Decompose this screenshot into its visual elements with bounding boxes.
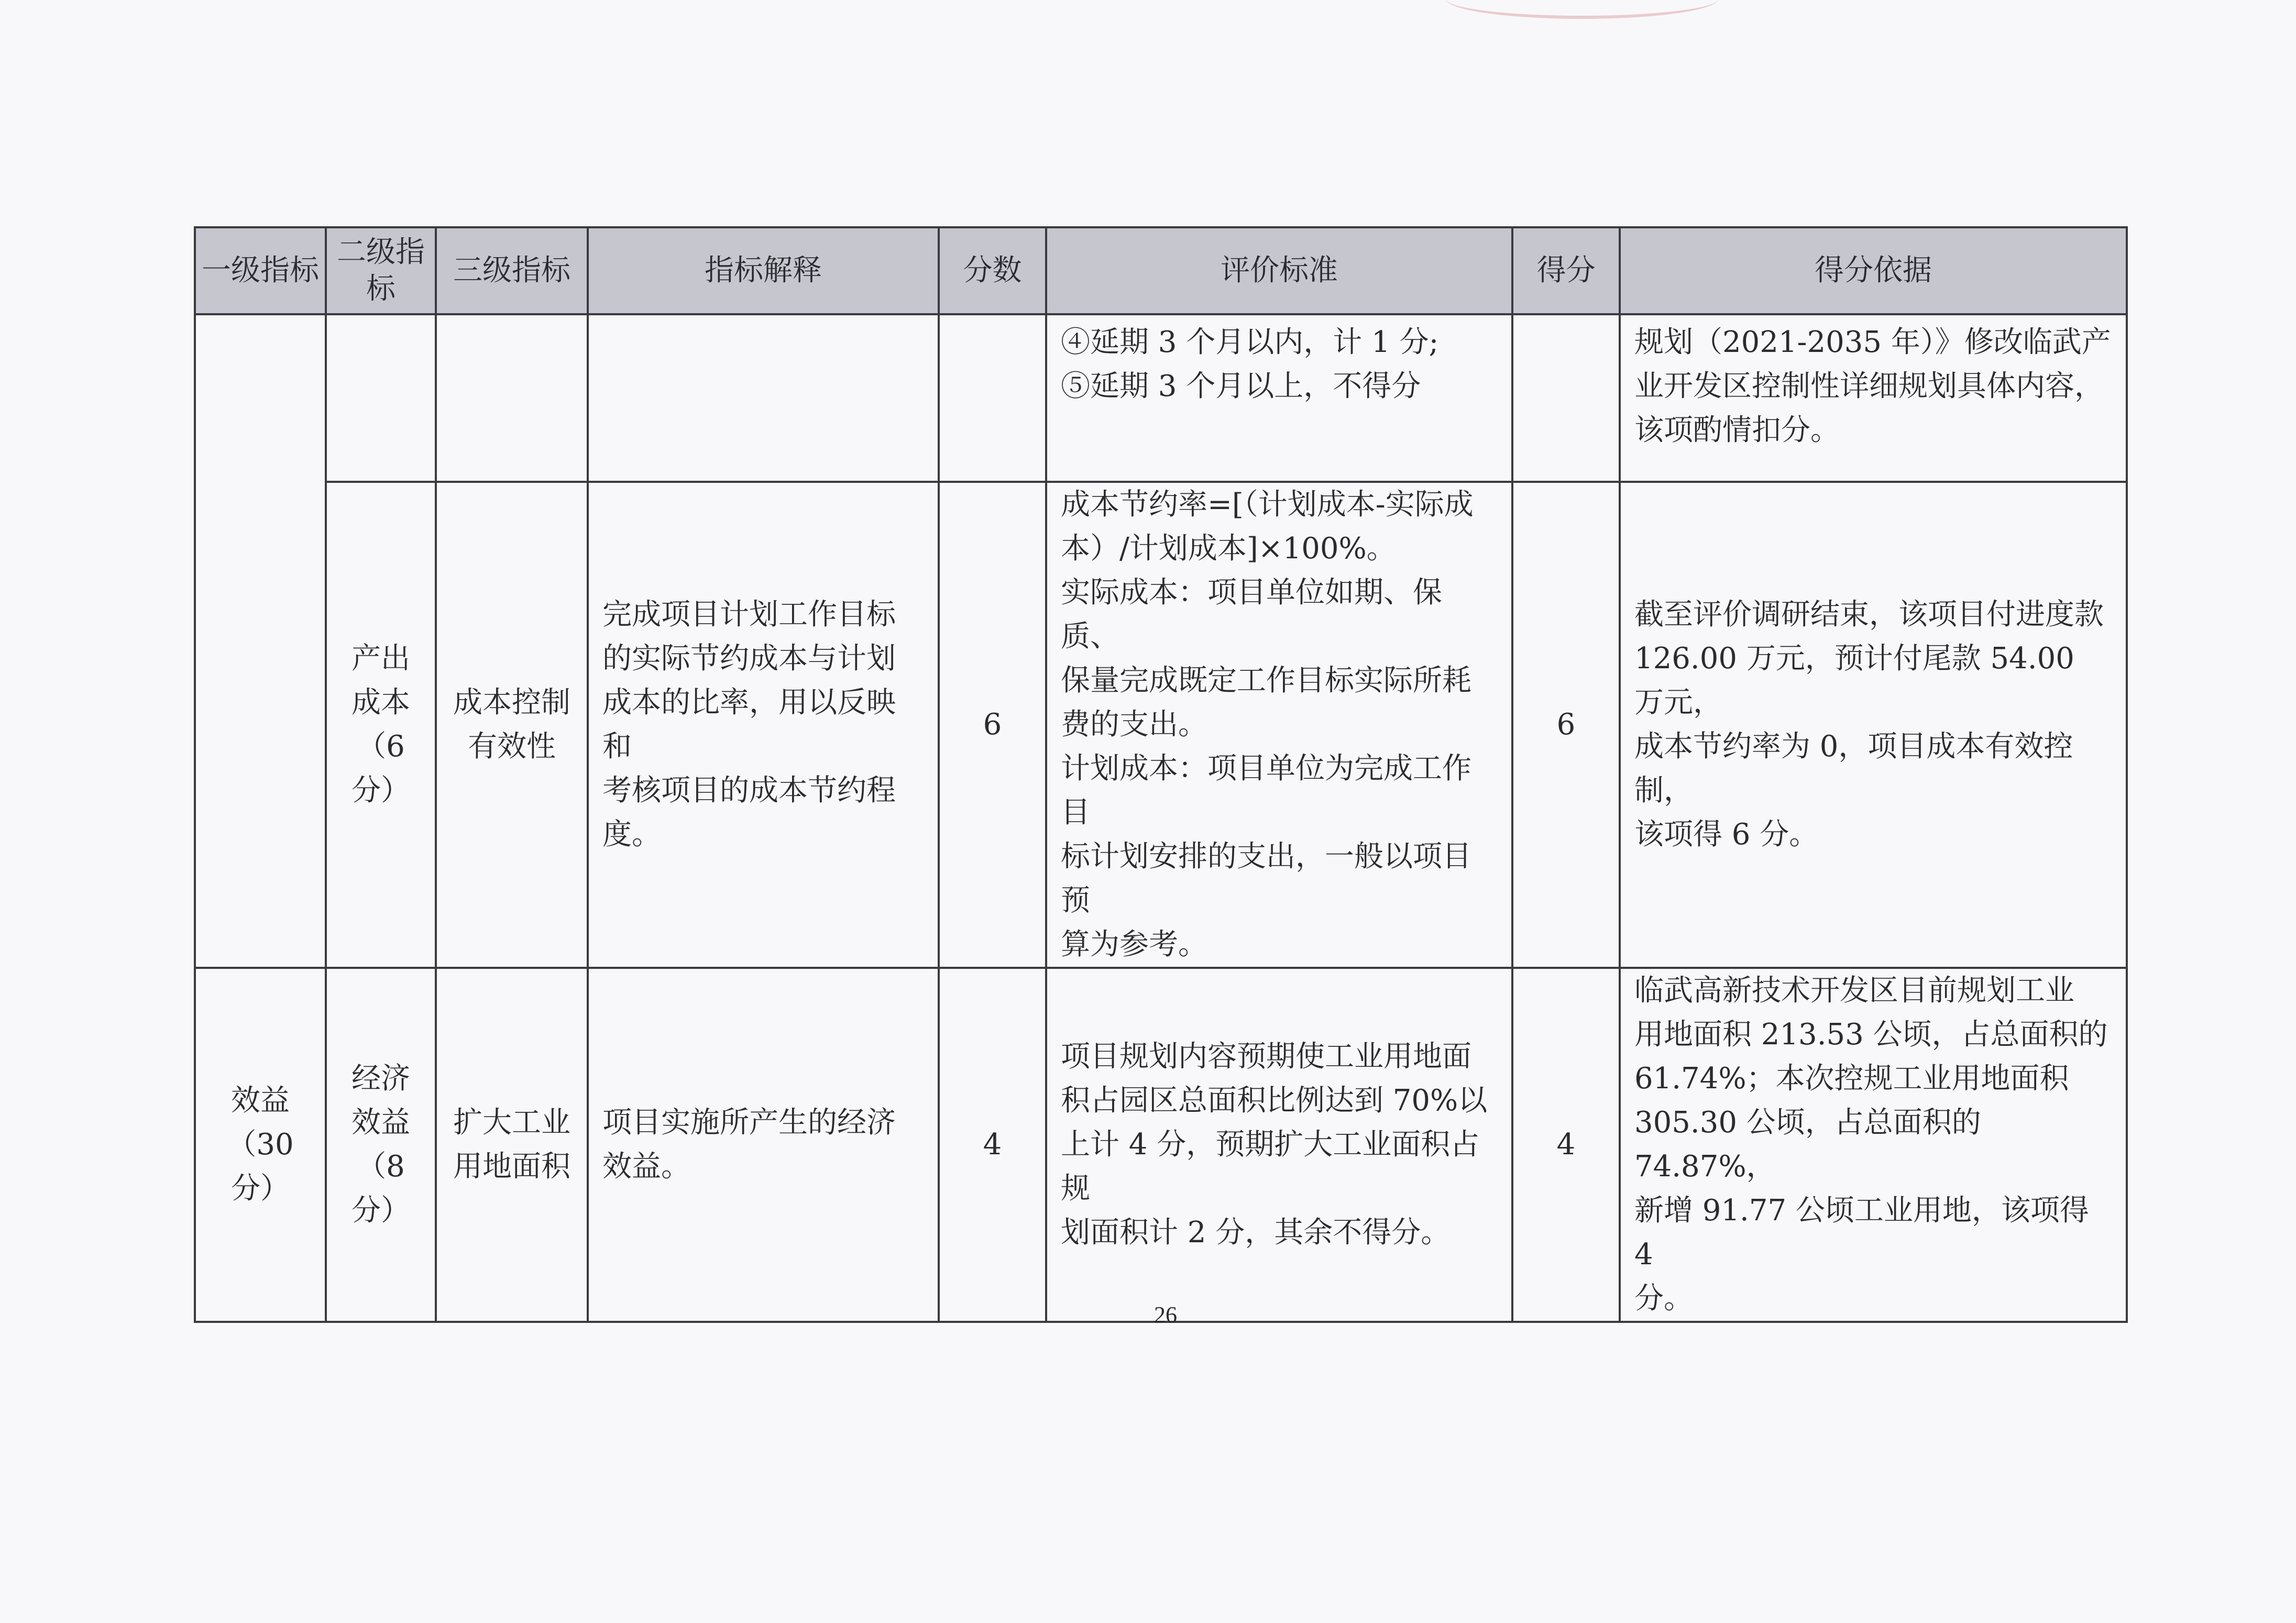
- header-basis: 得分依据: [1620, 227, 2127, 314]
- cell-level2: [326, 314, 436, 482]
- cell-level1: 效益 （30 分）: [195, 968, 326, 1322]
- stamp-trace: [1446, 0, 1718, 19]
- cell-basis: 规划（2021-2035 年）》修改临武产 业开发区控制性详细规划具体内容， 该项酌情扣分。: [1620, 314, 2127, 482]
- cell-level3: 扩大工业 用地面积: [436, 968, 588, 1322]
- cell-result: 6: [1512, 482, 1620, 968]
- header-criteria: 评价标准: [1046, 227, 1512, 314]
- evaluation-table: [194, 226, 2128, 1323]
- cell-criteria: ④延期 3 个月以内，计 1 分; ⑤延期 3 个月以上，不得分: [1046, 314, 1512, 482]
- cell-result: [1512, 314, 1620, 482]
- cell-basis: 截至评价调研结束，该项目付进度款 126.00 万元，预计付尾款 54.00 万元， 成本节约率为 0，项目成本有效控制， 该项得 6 分。: [1620, 482, 2127, 968]
- cell-criteria: 成本节约率=[（计划成本-实际成 本）/计划成本]×100%。 实际成本：项目单位如期、保质、 保量完成既定工作目标实际所耗 费的支出。 计划成本：项目单位为完成工作目 标计划安排的支出，一般以项目预 算为参考。: [1046, 482, 1512, 968]
- table-row: [195, 482, 2127, 968]
- table-row: [195, 314, 2127, 482]
- header-level3: 三级指标: [436, 227, 588, 314]
- cell-explanation: 项目实施所产生的经济 效益。: [588, 968, 939, 1322]
- cell-level3: 成本控制 有效性: [436, 482, 588, 968]
- cell-result: 4: [1512, 968, 1620, 1322]
- cell-criteria: 项目规划内容预期使工业用地面 积占园区总面积比例达到 70%以 上计 4 分，预期扩大工业面积占规 划面积计 2 分，其余不得分。: [1046, 968, 1512, 1322]
- cell-level1-continued: [195, 314, 326, 968]
- cell-level2: 产出 成本 （6 分）: [326, 482, 436, 968]
- cell-score: 6: [939, 482, 1046, 968]
- cell-score: [939, 314, 1046, 482]
- cell-explanation: 完成项目计划工作目标 的实际节约成本与计划 成本的比率，用以反映和 考核项目的成本节约程 度。: [588, 482, 939, 968]
- header-level1: 一级指标: [195, 227, 326, 314]
- header-level2: 二级指标: [326, 227, 436, 314]
- cell-basis: 临武高新技术开发区目前规划工业 用地面积 213.53 公顷，占总面积的 61.74%；本次控规工业用地面积 305.30 公顷，占总面积的 74.87%， 新增 91.77 公顷工业用地，该项得 4 分。: [1620, 968, 2127, 1322]
- table-header-row: [195, 227, 2127, 314]
- page-number: 26: [1154, 1302, 1177, 1328]
- cell-level3: [436, 314, 588, 482]
- cell-score: 4: [939, 968, 1046, 1322]
- header-result: 得分: [1512, 227, 1620, 314]
- header-explanation: 指标解释: [588, 227, 939, 314]
- header-score: 分数: [939, 227, 1046, 314]
- table-row: [195, 968, 2127, 1322]
- cell-level2: 经济 效益 （8 分）: [326, 968, 436, 1322]
- cell-explanation: [588, 314, 939, 482]
